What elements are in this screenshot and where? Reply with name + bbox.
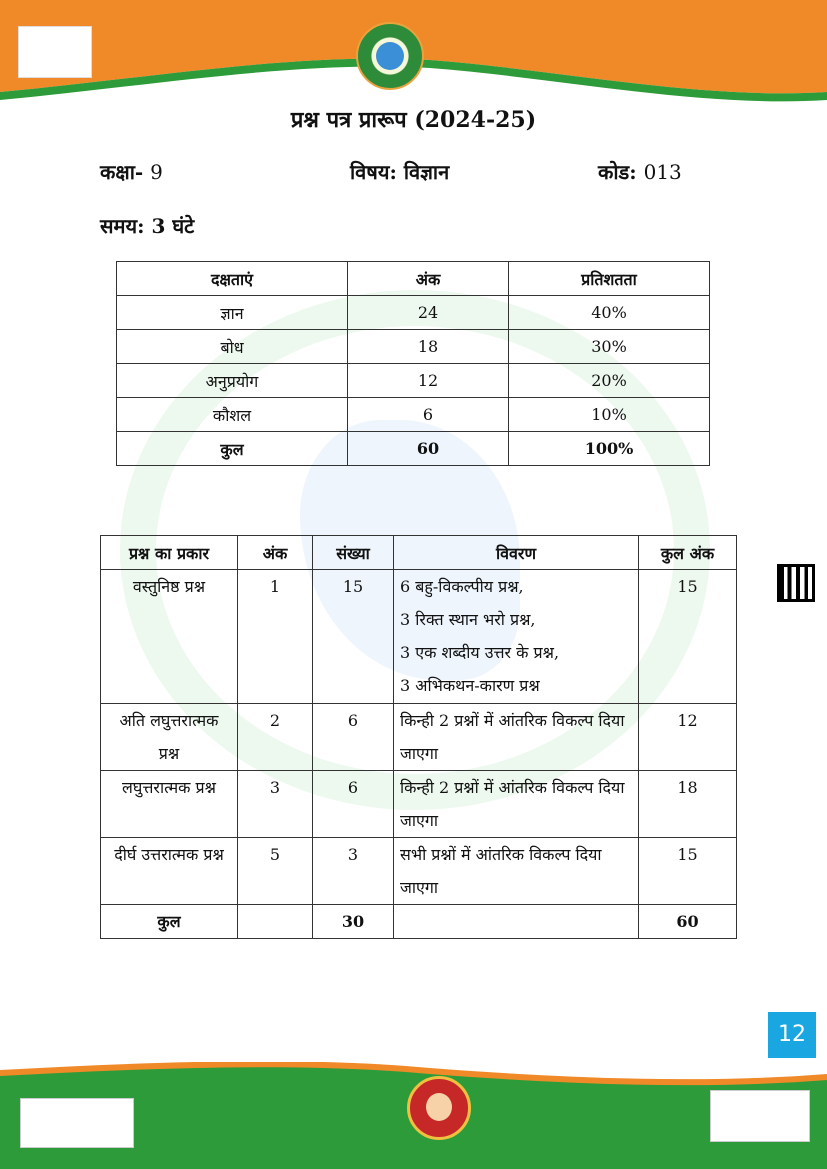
time-info: समय: 3 घंटे	[100, 214, 195, 238]
subject-info: विषय: विज्ञान	[350, 160, 450, 184]
table-cell: दीर्घ उत्तरात्मक प्रश्न	[101, 838, 238, 905]
table-cell: 60	[348, 432, 509, 466]
table-cell: अति लघुत्तरात्मक प्रश्न	[101, 704, 238, 771]
table-header-cell: प्रतिशतता	[509, 262, 710, 296]
table-row	[101, 771, 737, 838]
table-cell: 12	[348, 364, 509, 398]
competency-table	[116, 261, 710, 466]
table-header-cell: दक्षताएं	[117, 262, 348, 296]
digital-india-logo	[726, 26, 812, 76]
table-row	[117, 364, 710, 398]
code-info: कोड: 013	[598, 160, 682, 184]
table-cell: 10%	[509, 398, 710, 432]
table-cell: 5	[238, 838, 313, 905]
table-cell: 3	[238, 771, 313, 838]
table-cell: 15	[639, 570, 737, 704]
question-pattern-table	[100, 535, 737, 939]
table-cell: 2	[238, 704, 313, 771]
table-cell: 15	[639, 838, 737, 905]
table-header-cell: अंक	[348, 262, 509, 296]
table-cell: वस्तुनिष्ठ प्रश्न	[101, 570, 238, 704]
table-row	[101, 704, 737, 771]
table-cell: 6	[348, 398, 509, 432]
page-number: 12	[768, 1012, 816, 1058]
table-cell: सभी प्रश्नों में आंतरिक विकल्प दिया जाएगा	[394, 838, 639, 905]
table-total-row	[117, 432, 710, 466]
table-cell: 6	[313, 771, 394, 838]
table-cell	[238, 905, 313, 939]
table-cell: 40%	[509, 296, 710, 330]
desc-line: 3 रिक्त स्थान भरो प्रश्न,	[400, 610, 536, 629]
table-cell: कौशल	[117, 398, 348, 432]
table-cell: ज्ञान	[117, 296, 348, 330]
table-cell: लघुत्तरात्मक प्रश्न	[101, 771, 238, 838]
table-cell: 100%	[509, 432, 710, 466]
table-cell: 30%	[509, 330, 710, 364]
page-title: प्रश्न पत्र प्रारूप (2024-25)	[290, 107, 537, 133]
table-header-row	[101, 536, 737, 570]
shiksha-ka-adhikar-logo	[710, 1090, 810, 1142]
board-seal-logo	[356, 22, 424, 90]
table-total-row	[101, 905, 737, 939]
table-cell	[394, 570, 639, 704]
table-row	[117, 330, 710, 364]
table-row	[101, 570, 737, 704]
qr-code	[777, 564, 815, 602]
table-cell: किन्ही 2 प्रश्नों में आंतरिक विकल्प दिया जाएगा	[394, 704, 639, 771]
table-cell: कुल	[101, 905, 238, 939]
table-row	[101, 838, 737, 905]
table-cell: 6	[313, 704, 394, 771]
table-cell: बोध	[117, 330, 348, 364]
table-row	[117, 296, 710, 330]
table-header-cell: संख्या	[313, 536, 394, 570]
table-header-cell: प्रश्न का प्रकार	[101, 536, 238, 570]
table-header-cell: कुल अंक	[639, 536, 737, 570]
table-row	[117, 398, 710, 432]
table-cell: 1	[238, 570, 313, 704]
table-header-cell: विवरण	[394, 536, 639, 570]
class-info: कक्षा- 9	[100, 160, 163, 184]
table-cell: 20%	[509, 364, 710, 398]
beti-padhao-logo	[407, 1076, 471, 1140]
table-cell: 18	[348, 330, 509, 364]
table-cell: 24	[348, 296, 509, 330]
azadi-ka-amrit-mahotsav-logo	[18, 26, 92, 78]
table-cell: 3	[313, 838, 394, 905]
desc-line: 3 एक शब्दीय उत्तर के प्रश्न,	[400, 643, 560, 662]
table-cell: कुल	[117, 432, 348, 466]
table-cell	[394, 905, 639, 939]
table-cell: 12	[639, 704, 737, 771]
table-cell: 60	[639, 905, 737, 939]
swachh-bharat-logo	[20, 1098, 134, 1148]
table-cell: 15	[313, 570, 394, 704]
desc-line: 6 बहु-विकल्पीय प्रश्न,	[400, 577, 524, 596]
table-header-row	[117, 262, 710, 296]
desc-line: 3 अभिकथन-कारण प्रश्न	[400, 676, 540, 695]
table-cell: किन्ही 2 प्रश्नों में आंतरिक विकल्प दिया जाएगा	[394, 771, 639, 838]
table-cell: 18	[639, 771, 737, 838]
table-cell: 30	[313, 905, 394, 939]
table-cell: अनुप्रयोग	[117, 364, 348, 398]
table-header-cell: अंक	[238, 536, 313, 570]
